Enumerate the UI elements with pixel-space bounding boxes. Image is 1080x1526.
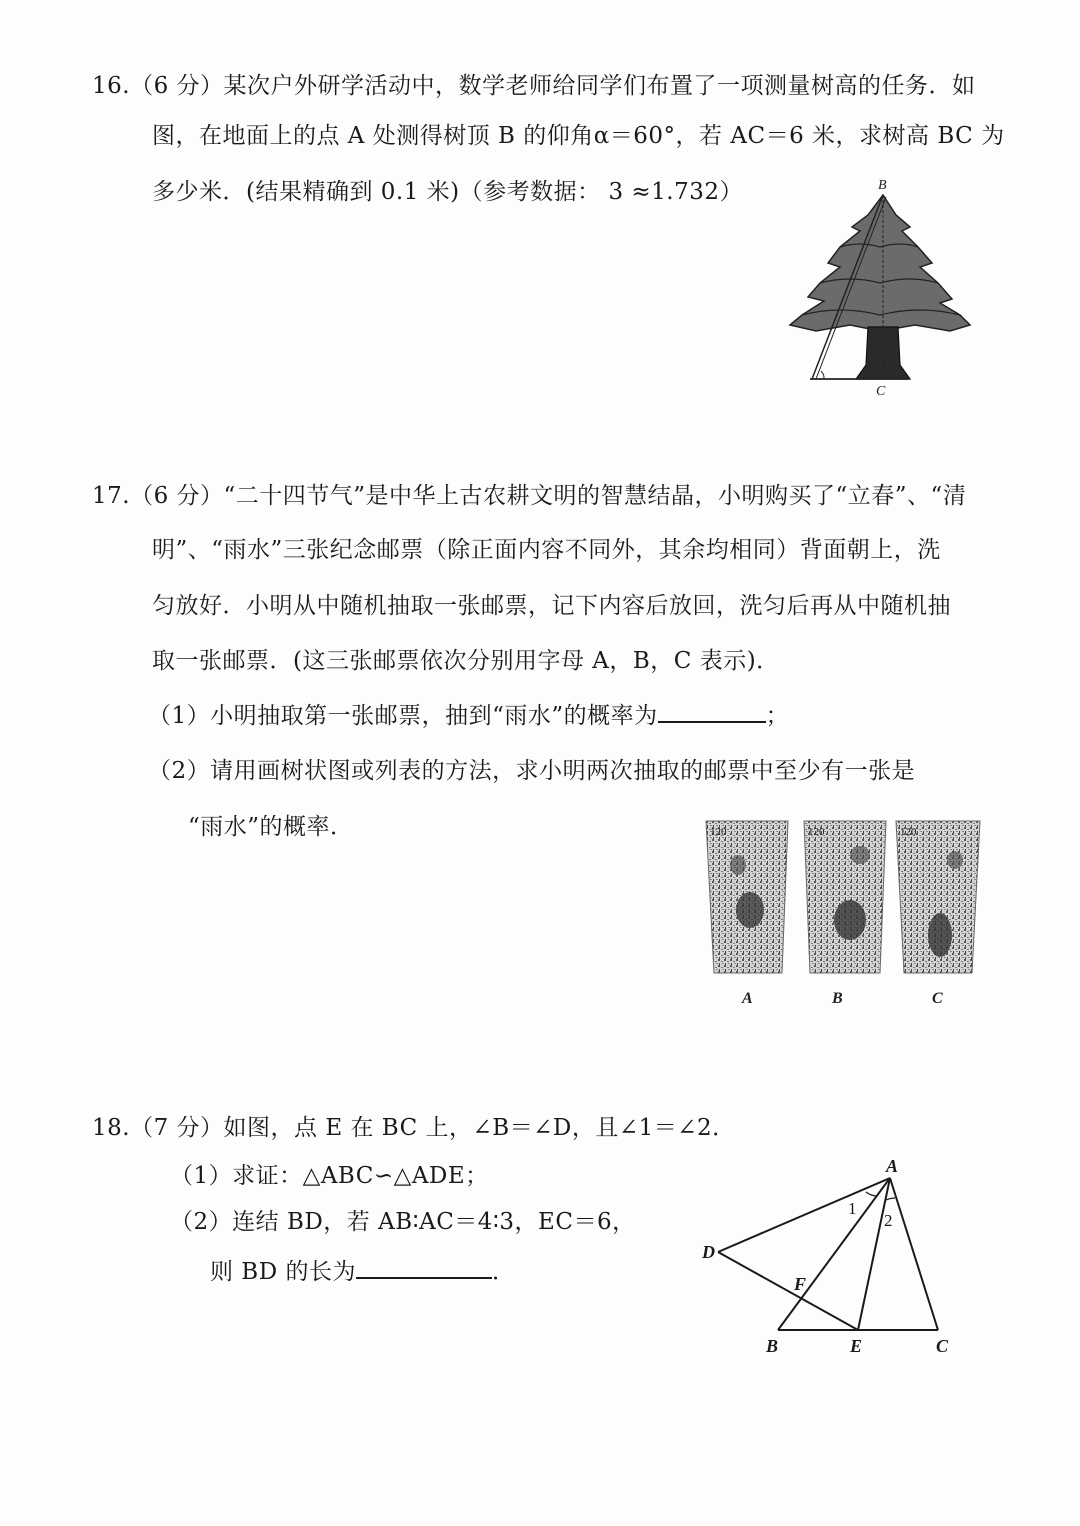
answer-blank-2[interactable] (356, 1257, 492, 1279)
segment-DE (718, 1252, 858, 1330)
stamp-label-B: B (832, 990, 843, 1007)
q17-part-1: （1）小明抽取第一张邮票，抽到“雨水”的概率为 ； (148, 703, 790, 729)
label-angle-2: 2 (884, 1211, 893, 1230)
q18-part-2-line-2: 则 BD 的长为 ． (210, 1259, 516, 1285)
q17-part-2-line-2: “雨水”的概率． (188, 814, 354, 840)
q16-line-3: 多少米．(结果精确到 0.1 米)（参考数据： 3 ≈1.732） (152, 179, 744, 205)
q18-part-2-line-1: （2）连结 BD，若 AB∶AC＝4∶3，EC＝6， (170, 1209, 636, 1235)
stamp-label-A: A (742, 990, 753, 1007)
stamp-A-value: 120 (710, 826, 727, 838)
q18-part-2-text: 则 BD 的长为 (210, 1259, 356, 1285)
stamp-B-value: 120 (808, 826, 825, 838)
q18-line-1: 18.（7 分）如图，点 E 在 BC 上，∠B＝∠D，且∠1＝∠2． (92, 1115, 736, 1141)
q16-line-1: 16.（6 分）某次户外研学活动中，数学老师给同学们布置了一项测量树高的任务．如 (92, 73, 976, 99)
stamp-C (896, 821, 980, 973)
triangle-figure (690, 1150, 970, 1360)
q17-line-2: 明”、“雨水”三张纪念邮票（除正面内容不同外，其余均相同）背面朝上，洗 (152, 537, 941, 563)
tree-figure (780, 175, 980, 400)
q17-line-4: 取一张邮票．(这三张邮票依次分别用字母 A，B，C 表示)． (152, 648, 780, 674)
label-F: F (794, 1274, 807, 1294)
label-D: D (702, 1242, 715, 1262)
stamp-C-value: 120 (900, 826, 917, 838)
label-C: C (876, 384, 886, 399)
answer-blank-1[interactable] (658, 701, 766, 723)
stamp-label-C: C (932, 990, 943, 1007)
stamp-B (804, 821, 886, 973)
label-angle-1: 1 (848, 1199, 857, 1218)
q16-line-2: 图，在地面上的点 A 处测得树顶 B 的仰角α＝60°，若 AC＝6 米，求树高 BC 为 (152, 123, 1005, 149)
q17-part-2-line-1: （2）请用画树状图或列表的方法，求小明两次抽取的邮票中至少有一张是 (148, 758, 916, 784)
segment-AC (890, 1178, 938, 1330)
label-B: B (878, 178, 887, 193)
stamp-A (706, 821, 788, 973)
label-E: E (850, 1336, 863, 1356)
q17-line-1: 17.（6 分）“二十四节气”是中华上古农耕文明的智慧结晶，小明购买了“立春”、“清 (92, 483, 967, 509)
label-C: C (936, 1336, 949, 1356)
q18-part-1: （1）求证：△ABC∽△ADE； (170, 1163, 489, 1189)
q17-part-1-text: （1）小明抽取第一张邮票，抽到“雨水”的概率为 (148, 703, 658, 729)
label-A: A (886, 1156, 899, 1176)
q17-line-3: 匀放好．小明从中随机抽取一张邮票，记下内容后放回，洗匀后再从中随机抽 (152, 593, 951, 619)
tree-foliage (790, 195, 970, 331)
stamps-figure (700, 815, 1000, 1015)
segment-AD (718, 1178, 890, 1252)
label-B: B (766, 1336, 779, 1356)
